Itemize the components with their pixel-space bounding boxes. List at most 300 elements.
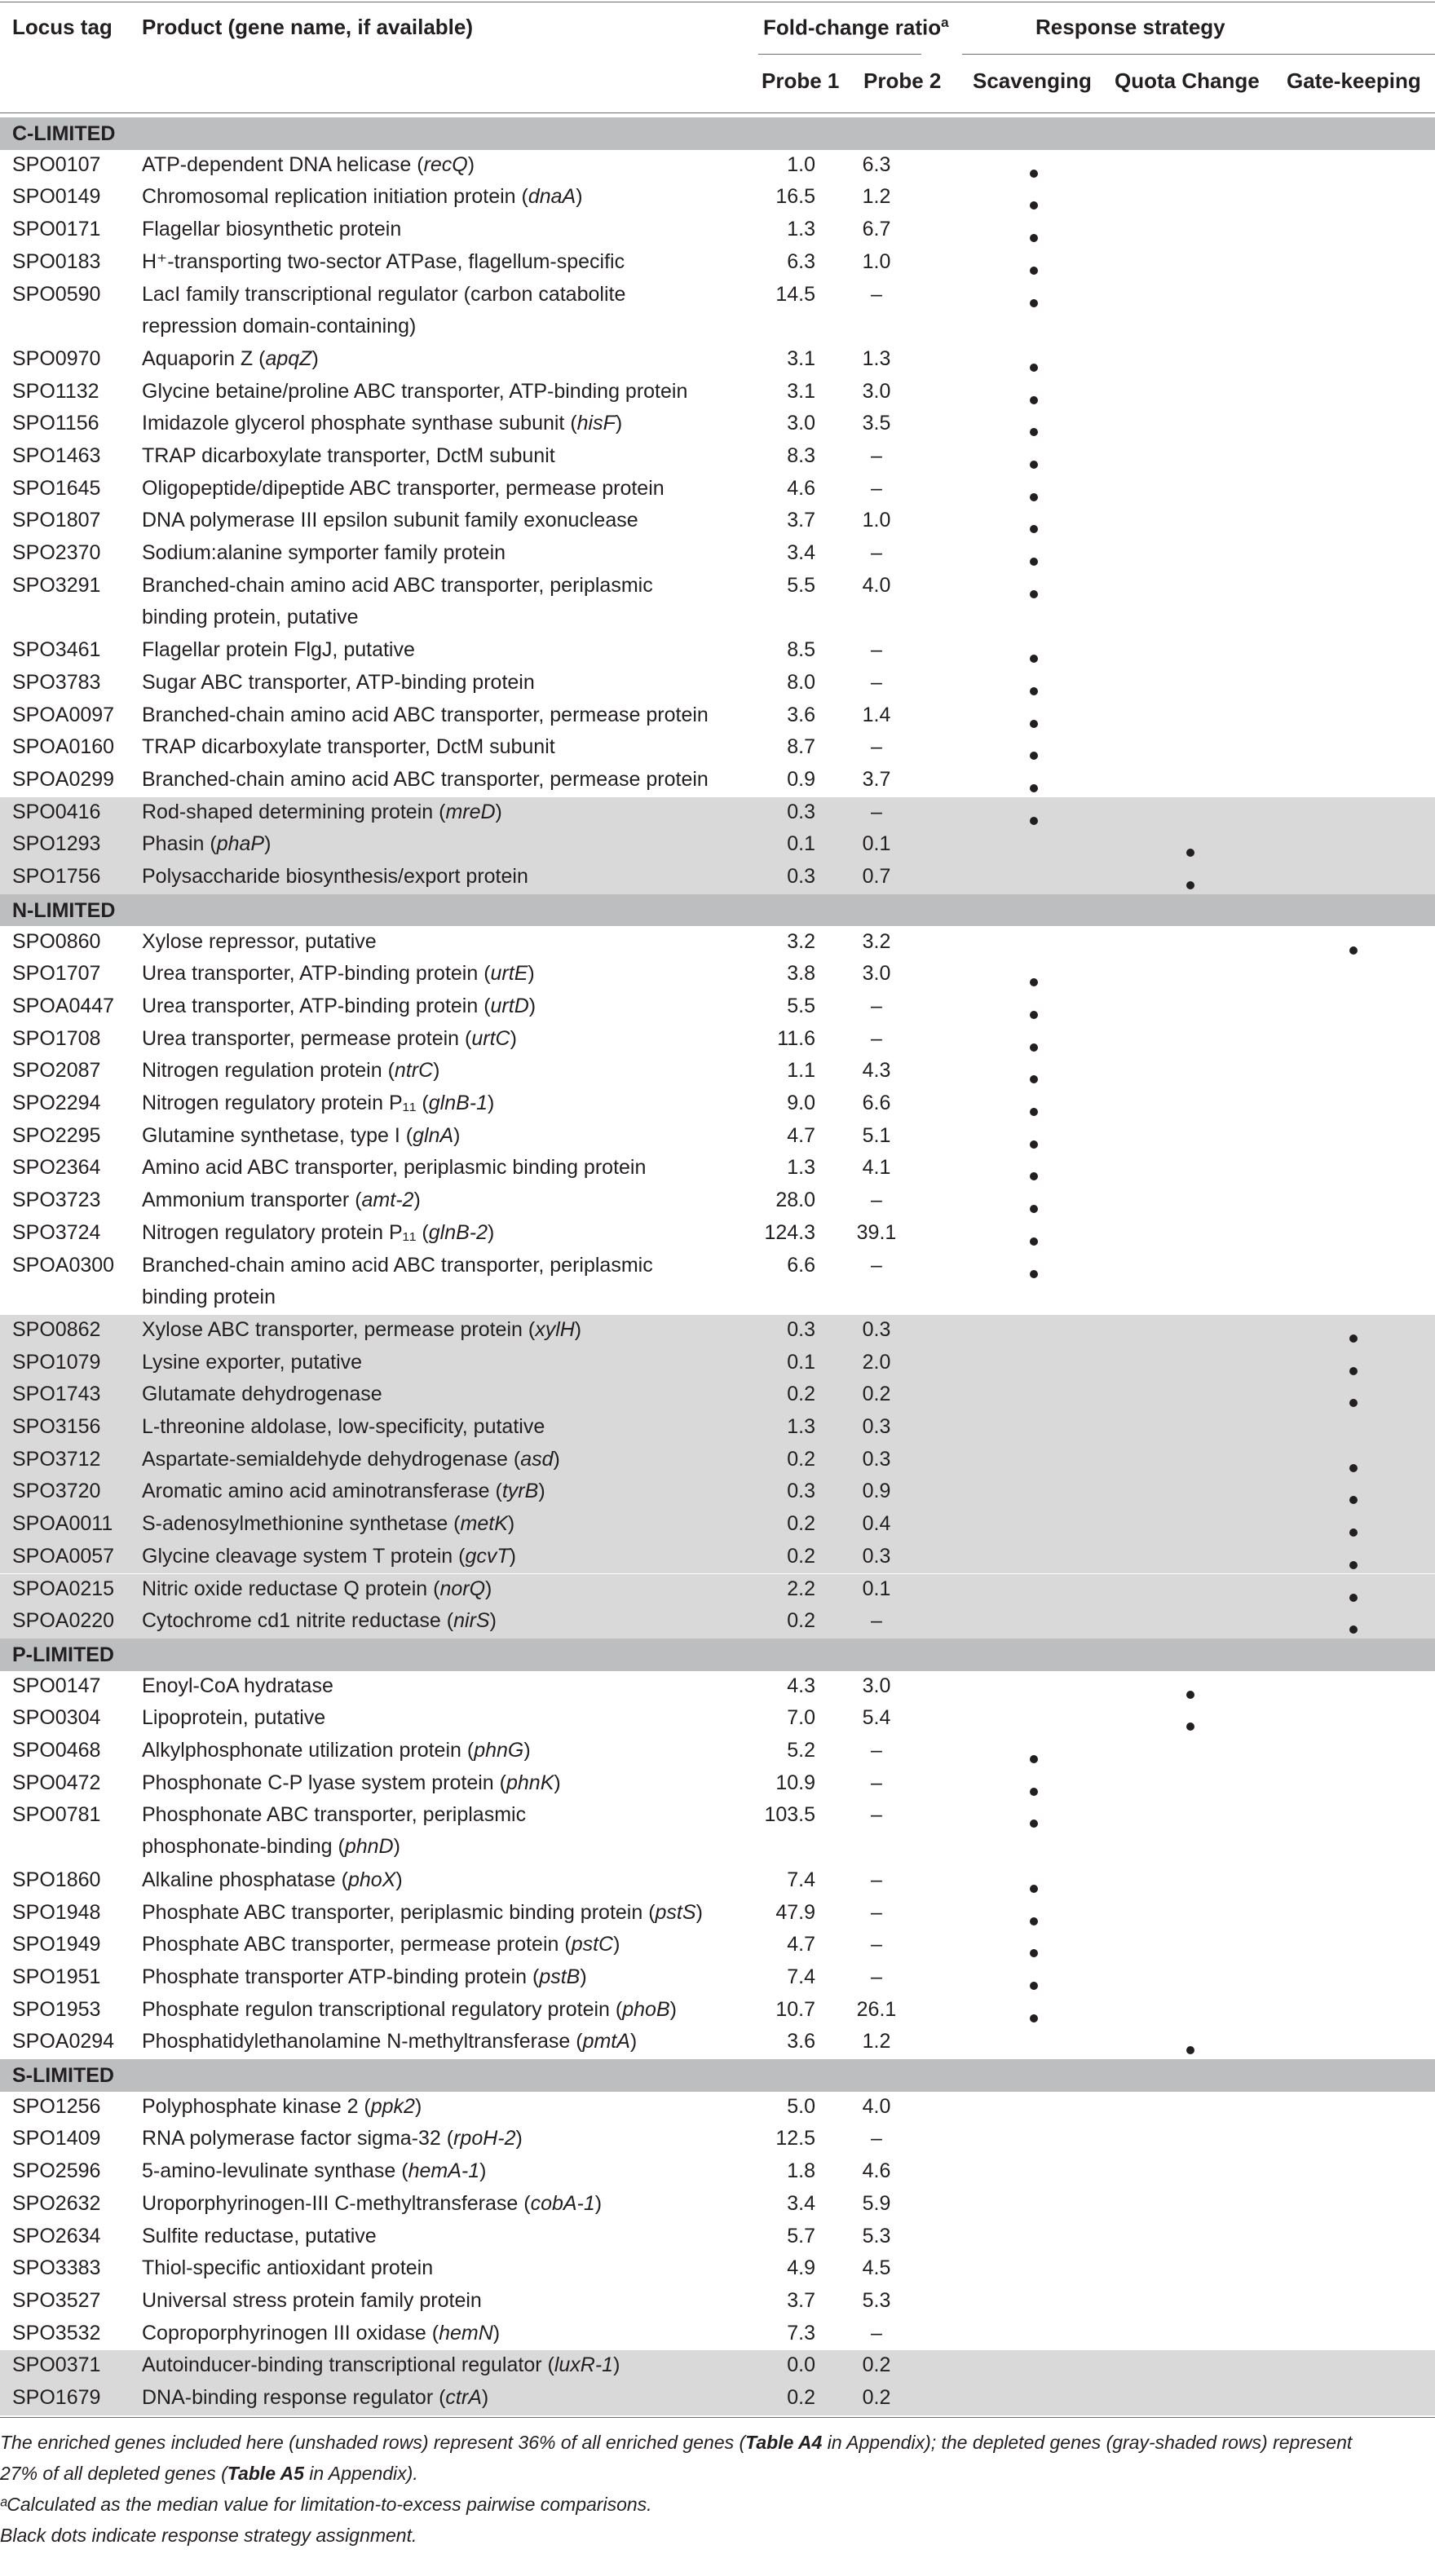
table-row bbox=[0, 1024, 1435, 1056]
table-row bbox=[0, 1476, 1435, 1509]
locus-tag: SPO1132 bbox=[12, 379, 99, 403]
scavenging-dot bbox=[1030, 655, 1038, 663]
product-name: TRAP dicarboxylate transporter, DctM subunit bbox=[142, 444, 555, 467]
table-row bbox=[0, 1509, 1435, 1542]
table-row bbox=[0, 1121, 1435, 1153]
table-row bbox=[0, 377, 1435, 409]
scavenging-dot bbox=[1030, 978, 1038, 986]
scavenging-dot bbox=[1030, 396, 1038, 404]
probe-1-value: 3.4 bbox=[787, 2191, 815, 2215]
probe-2-value: 0.7 bbox=[862, 865, 891, 889]
scavenging-dot bbox=[1030, 1917, 1038, 1925]
probe-2-value: 5.3 bbox=[862, 2288, 891, 2312]
probe-2-value: – bbox=[871, 1868, 882, 1891]
table-row bbox=[0, 1348, 1435, 1380]
probe-2-value: – bbox=[871, 1900, 882, 1924]
probe-2-value: 1.0 bbox=[862, 249, 891, 273]
table-row bbox=[0, 1218, 1435, 1251]
table-row bbox=[0, 1574, 1435, 1607]
locus-tag: SPOA0294 bbox=[12, 2030, 115, 2053]
scavenging-dot bbox=[1030, 461, 1038, 469]
header-gate-keeping: Gate-keeping bbox=[1287, 68, 1421, 93]
locus-tag: SPO2087 bbox=[12, 1059, 101, 1083]
scavenging-dot bbox=[1030, 1885, 1038, 1893]
table-row bbox=[0, 2221, 1435, 2254]
table-row bbox=[0, 2253, 1435, 2286]
probe-1-value: 16.5 bbox=[775, 185, 815, 209]
probe-2-value: – bbox=[871, 2127, 882, 2150]
table-row bbox=[0, 1995, 1435, 2027]
product-name: Branched-chain amino acid ABC transporter, periplasmic bbox=[142, 1253, 653, 1277]
probe-1-value: 7.4 bbox=[787, 1868, 815, 1891]
table-row bbox=[0, 2027, 1435, 2059]
locus-tag: SPO1645 bbox=[12, 476, 101, 500]
product-name: TRAP dicarboxylate transporter, DctM subunit bbox=[142, 735, 555, 759]
probe-1-value: 3.8 bbox=[787, 962, 815, 986]
probe-1-value: 0.1 bbox=[787, 832, 815, 856]
product-name: Flagellar protein FlgJ, putative bbox=[142, 638, 415, 662]
table-row bbox=[0, 1251, 1435, 1315]
header-probe-2: Probe 2 bbox=[863, 68, 942, 93]
probe-1-value: 103.5 bbox=[764, 1803, 815, 1827]
probe-1-value: 0.1 bbox=[787, 1350, 815, 1374]
quota-change-dot bbox=[1186, 1722, 1194, 1731]
probe-1-value: 0.9 bbox=[787, 768, 815, 791]
locus-tag: SPO0149 bbox=[12, 185, 101, 209]
table-row bbox=[0, 1962, 1435, 1995]
product-name: Alkaline phosphatase (phoX) bbox=[142, 1868, 403, 1891]
probe-2-value: 0.3 bbox=[862, 1317, 891, 1341]
product-name: Lipoprotein, putative bbox=[142, 1706, 326, 1730]
product-name: Glycine cleavage system T protein (gcvT) bbox=[142, 1544, 516, 1568]
product-name: Imidazole glycerol phosphate synthase subunit (hisF) bbox=[142, 412, 623, 435]
locus-tag: SPO1463 bbox=[12, 444, 101, 467]
product-name: RNA polymerase factor sigma-32 (rpoH-2) bbox=[142, 2127, 523, 2150]
probe-1-value: 3.6 bbox=[787, 2030, 815, 2053]
table-row bbox=[0, 2189, 1435, 2221]
probe-1-value: 0.2 bbox=[787, 1383, 815, 1406]
probe-1-value: 0.3 bbox=[787, 865, 815, 889]
product-name: Glutamine synthetase, type I (glnA) bbox=[142, 1123, 461, 1147]
quota-change-dot bbox=[1186, 881, 1194, 889]
header-response-strategy: Response strategy bbox=[1035, 15, 1225, 39]
probe-2-value: 0.4 bbox=[862, 1512, 891, 1536]
probe-1-value: 28.0 bbox=[775, 1189, 815, 1212]
locus-tag: SPO1949 bbox=[12, 1933, 101, 1956]
scavenging-dot bbox=[1030, 590, 1038, 598]
probe-2-value: – bbox=[871, 1026, 882, 1050]
product-name: Enoyl-CoA hydratase bbox=[142, 1674, 333, 1697]
table-row bbox=[0, 441, 1435, 474]
locus-tag: SPO1951 bbox=[12, 1965, 101, 1988]
probe-2-value: – bbox=[871, 638, 882, 662]
product-name-cont: repression domain-containing) bbox=[142, 314, 417, 337]
product-name: Alkylphosphonate utilization protein (phnG) bbox=[142, 1739, 531, 1762]
product-name: L-threonine aldolase, low-specificity, putative bbox=[142, 1415, 545, 1438]
probe-2-value: 1.0 bbox=[862, 509, 891, 532]
probe-2-value: 2.0 bbox=[862, 1350, 891, 1374]
table-row bbox=[0, 1379, 1435, 1412]
probe-2-value: 6.3 bbox=[862, 152, 891, 176]
table-row bbox=[0, 538, 1435, 571]
scavenging-dot bbox=[1030, 752, 1038, 760]
locus-tag: SPO1708 bbox=[12, 1026, 101, 1050]
probe-2-value: 5.3 bbox=[862, 2224, 891, 2247]
probe-1-value: 3.1 bbox=[787, 346, 815, 370]
locus-tag: SPOA0220 bbox=[12, 1609, 115, 1633]
product-name: 5-amino-levulinate synthase (hemA-1) bbox=[142, 2159, 487, 2183]
probe-1-value: 1.3 bbox=[787, 218, 815, 241]
probe-1-value: 0.3 bbox=[787, 1480, 815, 1503]
scavenging-dot bbox=[1030, 1237, 1038, 1246]
table-row bbox=[0, 765, 1435, 797]
probe-1-value: 4.7 bbox=[787, 1123, 815, 1147]
probe-1-value: 0.2 bbox=[787, 2386, 815, 2409]
table-row bbox=[0, 927, 1435, 959]
probe-2-value: 4.5 bbox=[862, 2256, 891, 2280]
product-name: Branched-chain amino acid ABC transporter, permease protein bbox=[142, 703, 709, 726]
header-probe-1: Probe 1 bbox=[762, 68, 840, 93]
scavenging-dot bbox=[1030, 1043, 1038, 1052]
probe-1-value: 3.6 bbox=[787, 703, 815, 726]
table-row bbox=[0, 2156, 1435, 2189]
probe-1-value: 0.3 bbox=[787, 1317, 815, 1341]
gate-keeping-dot bbox=[1349, 946, 1358, 955]
product-name: Phosphate transporter ATP-binding protein (pstB) bbox=[142, 1965, 587, 1988]
probe-1-value: 4.6 bbox=[787, 476, 815, 500]
table-row bbox=[0, 2350, 1435, 2383]
table-row bbox=[0, 1315, 1435, 1348]
probe-2-value: 3.2 bbox=[862, 929, 891, 953]
locus-tag: SPO0304 bbox=[12, 1706, 101, 1730]
footnote-dots: Black dots indicate response strategy assignment. bbox=[0, 2524, 417, 2546]
product-name: Universal stress protein family protein bbox=[142, 2288, 482, 2312]
section-label: C-LIMITED bbox=[12, 122, 116, 145]
table-row bbox=[0, 214, 1435, 247]
locus-tag: SPO0171 bbox=[12, 218, 101, 241]
table-row bbox=[0, 2318, 1435, 2351]
gate-keeping-dot bbox=[1349, 1367, 1358, 1375]
probe-2-value: 0.3 bbox=[862, 1544, 891, 1568]
product-name: Polyphosphate kinase 2 (ppk2) bbox=[142, 2094, 422, 2118]
table-row bbox=[0, 1898, 1435, 1930]
probe-1-value: 6.3 bbox=[787, 249, 815, 273]
gate-keeping-dot bbox=[1349, 1528, 1358, 1537]
scavenging-dot bbox=[1030, 784, 1038, 792]
section-header bbox=[0, 117, 1435, 150]
locus-tag: SPO3724 bbox=[12, 1220, 101, 1244]
quota-change-dot bbox=[1186, 2046, 1194, 2054]
locus-tag: SPO1807 bbox=[12, 509, 101, 532]
scavenging-dot bbox=[1030, 1270, 1038, 1278]
probe-2-value: – bbox=[871, 1965, 882, 1988]
locus-tag: SPO3783 bbox=[12, 670, 101, 694]
probe-1-value: 0.2 bbox=[787, 1609, 815, 1633]
product-name: Glycine betaine/proline ABC transporter, ATP-binding protein bbox=[142, 379, 688, 403]
table-row bbox=[0, 1185, 1435, 1218]
probe-1-value: 0.2 bbox=[787, 1544, 815, 1568]
locus-tag: SPO0472 bbox=[12, 1771, 101, 1794]
product-name: Lysine exporter, putative bbox=[142, 1350, 363, 1374]
locus-tag: SPO1079 bbox=[12, 1350, 101, 1374]
scavenging-dot bbox=[1030, 493, 1038, 501]
locus-tag: SPOA0447 bbox=[12, 994, 115, 1017]
table-row bbox=[0, 732, 1435, 765]
probe-2-value: – bbox=[871, 1253, 882, 1277]
probe-2-value: 1.2 bbox=[862, 2030, 891, 2053]
product-name: Sugar ABC transporter, ATP-binding protein bbox=[142, 670, 535, 694]
scavenging-dot bbox=[1030, 299, 1038, 307]
locus-tag: SPO2370 bbox=[12, 541, 101, 565]
scavenging-dot bbox=[1030, 720, 1038, 728]
probe-1-value: 7.3 bbox=[787, 2321, 815, 2344]
probe-1-value: 0.2 bbox=[787, 1512, 815, 1536]
probe-1-value: 2.2 bbox=[787, 1577, 815, 1600]
table-row bbox=[0, 668, 1435, 700]
probe-2-value: – bbox=[871, 1189, 882, 1212]
probe-2-value: 26.1 bbox=[856, 1997, 897, 2021]
scavenging-dot bbox=[1030, 1075, 1038, 1083]
locus-tag: SPOA0300 bbox=[12, 1253, 115, 1277]
probe-1-value: 5.5 bbox=[787, 573, 815, 597]
header-bottom-rule bbox=[0, 112, 1435, 113]
header-quota-change: Quota Change bbox=[1115, 68, 1260, 93]
probe-2-value: 5.4 bbox=[862, 1706, 891, 1730]
probe-2-value: – bbox=[871, 735, 882, 759]
scavenging-dot bbox=[1030, 687, 1038, 695]
locus-tag: SPO0970 bbox=[12, 346, 101, 370]
probe-2-value: 1.3 bbox=[862, 346, 891, 370]
scavenging-dot bbox=[1030, 1949, 1038, 1957]
product-name: S-adenosylmethionine synthetase (metK) bbox=[142, 1512, 515, 1536]
table-row bbox=[0, 700, 1435, 733]
probe-1-value: 3.7 bbox=[787, 2288, 815, 2312]
product-name: Rod-shaped determining protein (mreD) bbox=[142, 800, 502, 823]
product-name: Nitrogen regulatory protein P₁₁ (glnB-2) bbox=[142, 1220, 495, 1244]
table-row bbox=[0, 280, 1435, 344]
product-name: Glutamate dehydrogenase bbox=[142, 1383, 382, 1406]
product-name: LacI family transcriptional regulator (carbon catabolite bbox=[142, 282, 626, 306]
probe-1-value: 8.7 bbox=[787, 735, 815, 759]
locus-tag: SPO3720 bbox=[12, 1480, 101, 1503]
probe-2-value: 5.9 bbox=[862, 2191, 891, 2215]
scavenging-dot bbox=[1030, 1172, 1038, 1180]
product-name: DNA polymerase III epsilon subunit family exonuclease bbox=[142, 509, 638, 532]
header-locus-tag: Locus tag bbox=[12, 15, 113, 39]
table-row bbox=[0, 1088, 1435, 1121]
product-name: ATP-dependent DNA helicase (recQ) bbox=[142, 152, 475, 176]
locus-tag: SPO1156 bbox=[12, 412, 99, 435]
product-name: DNA-binding response regulator (ctrA) bbox=[142, 2386, 489, 2409]
probe-2-value: 4.6 bbox=[862, 2159, 891, 2183]
locus-tag: SPO0147 bbox=[12, 1674, 101, 1697]
probe-1-value: 3.7 bbox=[787, 509, 815, 532]
probe-1-value: 3.2 bbox=[787, 929, 815, 953]
probe-1-value: 5.7 bbox=[787, 2224, 815, 2247]
scavenging-dot bbox=[1030, 201, 1038, 210]
probe-2-value: 0.2 bbox=[862, 1383, 891, 1406]
locus-tag: SPO1860 bbox=[12, 1868, 101, 1891]
scavenging-dot bbox=[1030, 558, 1038, 566]
product-name: H⁺-transporting two-sector ATPase, flagellum-specific bbox=[142, 249, 625, 273]
scavenging-dot bbox=[1030, 2014, 1038, 2022]
header-strategy-rule bbox=[962, 54, 1435, 55]
product-name-cont: binding protein bbox=[142, 1285, 276, 1308]
table-row bbox=[0, 2124, 1435, 2156]
locus-tag: SPO0590 bbox=[12, 282, 101, 306]
probe-2-value: – bbox=[871, 2321, 882, 2344]
probe-2-value: 3.5 bbox=[862, 412, 891, 435]
table-row bbox=[0, 797, 1435, 830]
footnote-1: The enriched genes included here (unshaded rows) represent 36% of all enriched genes (Table A4 in Appendix); the depleted genes (gray-shaded rows) represent bbox=[0, 2431, 1353, 2453]
section-label: S-LIMITED bbox=[12, 2064, 114, 2087]
table-row bbox=[0, 2383, 1435, 2415]
locus-tag: SPO2634 bbox=[12, 2224, 101, 2247]
table-row bbox=[0, 474, 1435, 506]
probe-1-value: 47.9 bbox=[775, 1900, 815, 1924]
locus-tag: SPO2294 bbox=[12, 1092, 101, 1114]
section-label: P-LIMITED bbox=[12, 1643, 114, 1666]
locus-tag: SPO1293 bbox=[12, 832, 101, 856]
gate-keeping-dot bbox=[1349, 1625, 1358, 1634]
table-row bbox=[0, 182, 1435, 214]
table-row bbox=[0, 1736, 1435, 1768]
probe-1-value: 0.0 bbox=[787, 2353, 815, 2377]
probe-1-value: 7.0 bbox=[787, 1706, 815, 1730]
table-row bbox=[0, 1606, 1435, 1639]
locus-tag: SPO3532 bbox=[12, 2321, 101, 2344]
product-name: Oligopeptide/dipeptide ABC transporter, permease protein bbox=[142, 476, 665, 500]
probe-1-value: 1.3 bbox=[787, 1415, 815, 1438]
table-row bbox=[0, 1542, 1435, 1574]
table-row bbox=[0, 1865, 1435, 1898]
product-name: Coproporphyrinogen III oxidase (hemN) bbox=[142, 2321, 501, 2344]
locus-tag: SPO1707 bbox=[12, 962, 101, 986]
locus-tag: SPO0183 bbox=[12, 249, 101, 273]
probe-1-value: 6.6 bbox=[787, 1253, 815, 1277]
probe-1-value: 14.5 bbox=[775, 282, 815, 306]
table-bottom-rule bbox=[0, 2417, 1435, 2418]
gate-keeping-dot bbox=[1349, 1334, 1358, 1343]
probe-2-value: 39.1 bbox=[856, 1220, 897, 1244]
locus-tag: SPOA0160 bbox=[12, 735, 115, 759]
footnote-2: 27% of all depleted genes (Table A5 in Appendix). bbox=[0, 2462, 418, 2484]
locus-tag: SPO1256 bbox=[12, 2094, 101, 2118]
probe-2-value: 0.1 bbox=[862, 832, 891, 856]
probe-1-value: 0.3 bbox=[787, 800, 815, 823]
product-name: Autoinducer-binding transcriptional regulator (luxR-1) bbox=[142, 2353, 620, 2377]
probe-2-value: 0.2 bbox=[862, 2386, 891, 2409]
probe-2-value: – bbox=[871, 1771, 882, 1794]
gate-keeping-dot bbox=[1349, 1464, 1358, 1472]
header-fold-change: Fold-change ratio$^a$ bbox=[763, 15, 949, 40]
table-row bbox=[0, 1768, 1435, 1801]
section-header bbox=[0, 894, 1435, 927]
locus-tag: SPO0468 bbox=[12, 1739, 101, 1762]
locus-tag: SPO1948 bbox=[12, 1900, 101, 1924]
probe-1-value: 4.9 bbox=[787, 2256, 815, 2280]
probe-2-value: – bbox=[871, 476, 882, 500]
probe-2-value: – bbox=[871, 1609, 882, 1633]
probe-2-value: 0.9 bbox=[862, 1480, 891, 1503]
locus-tag: SPO2364 bbox=[12, 1156, 101, 1180]
probe-1-value: 1.1 bbox=[787, 1059, 815, 1083]
product-name: Phosphate ABC transporter, permease protein (pstC) bbox=[142, 1933, 620, 1956]
scavenging-dot bbox=[1030, 1011, 1038, 1019]
locus-tag: SPOA0011 bbox=[12, 1512, 113, 1536]
product-name: Uroporphyrinogen-III C-methyltransferase (cobA-1) bbox=[142, 2191, 603, 2215]
product-name-cont: binding protein, putative bbox=[142, 605, 359, 629]
product-name: Sodium:alanine symporter family protein bbox=[142, 541, 506, 565]
scavenging-dot bbox=[1030, 1205, 1038, 1213]
probe-2-value: – bbox=[871, 1803, 882, 1827]
table-row bbox=[0, 150, 1435, 183]
table-row bbox=[0, 1153, 1435, 1185]
probe-2-value: 4.0 bbox=[862, 573, 891, 597]
probe-1-value: 12.5 bbox=[775, 2127, 815, 2150]
section-header bbox=[0, 2059, 1435, 2092]
locus-tag: SPO3291 bbox=[12, 573, 101, 597]
locus-tag: SPO2295 bbox=[12, 1123, 101, 1147]
scavenging-dot bbox=[1030, 428, 1038, 436]
table-row bbox=[0, 2092, 1435, 2124]
probe-1-value: 5.2 bbox=[787, 1739, 815, 1762]
probe-2-value: – bbox=[871, 444, 882, 467]
probe-2-value: 0.3 bbox=[862, 1447, 891, 1471]
locus-tag: SPO1953 bbox=[12, 1997, 101, 2021]
probe-2-value: 6.6 bbox=[862, 1092, 891, 1114]
scavenging-dot bbox=[1030, 267, 1038, 275]
table-row bbox=[0, 1412, 1435, 1445]
header-fold-rule bbox=[758, 54, 921, 55]
table-row bbox=[0, 959, 1435, 991]
product-name: Aromatic amino acid aminotransferase (tyrB) bbox=[142, 1480, 545, 1503]
probe-1-value: 3.4 bbox=[787, 541, 815, 565]
table-row bbox=[0, 991, 1435, 1024]
probe-2-value: – bbox=[871, 800, 882, 823]
product-name: Flagellar biosynthetic protein bbox=[142, 218, 402, 241]
gate-keeping-dot bbox=[1349, 1561, 1358, 1569]
product-name: Branched-chain amino acid ABC transporter, permease protein bbox=[142, 768, 709, 791]
probe-2-value: 4.3 bbox=[862, 1059, 891, 1083]
probe-1-value: 7.4 bbox=[787, 1965, 815, 1988]
footnote-a: ᵃCalculated as the median value for limitation-to-excess pairwise comparisons. bbox=[0, 2493, 652, 2515]
probe-2-value: 3.7 bbox=[862, 768, 891, 791]
product-name: Nitrogen regulation protein (ntrC) bbox=[142, 1059, 440, 1083]
probe-1-value: 8.5 bbox=[787, 638, 815, 662]
table-row bbox=[0, 1703, 1435, 1736]
product-name: Branched-chain amino acid ABC transporter, periplasmic bbox=[142, 573, 653, 597]
locus-tag: SPOA0215 bbox=[12, 1577, 115, 1600]
probe-2-value: – bbox=[871, 1933, 882, 1956]
quota-change-dot bbox=[1186, 849, 1194, 857]
probe-2-value: 1.4 bbox=[862, 703, 891, 726]
probe-2-value: – bbox=[871, 670, 882, 694]
probe-2-value: 0.1 bbox=[862, 1577, 891, 1600]
section-header bbox=[0, 1639, 1435, 1671]
product-name: Amino acid ABC transporter, periplasmic binding protein bbox=[142, 1156, 647, 1180]
product-name: Chromosomal replication initiation protein (dnaA) bbox=[142, 185, 583, 209]
probe-1-value: 5.0 bbox=[787, 2094, 815, 2118]
product-name: Nitrogen regulatory protein P₁₁ (glnB-1) bbox=[142, 1092, 495, 1114]
probe-2-value: 0.2 bbox=[862, 2353, 891, 2377]
probe-2-value: 3.0 bbox=[862, 379, 891, 403]
probe-2-value: 3.0 bbox=[862, 1674, 891, 1697]
probe-1-value: 4.3 bbox=[787, 1674, 815, 1697]
product-name: Xylose repressor, putative bbox=[142, 929, 377, 953]
product-name: Cytochrome cd1 nitrite reductase (nirS) bbox=[142, 1609, 497, 1633]
table-row bbox=[0, 1800, 1435, 1864]
